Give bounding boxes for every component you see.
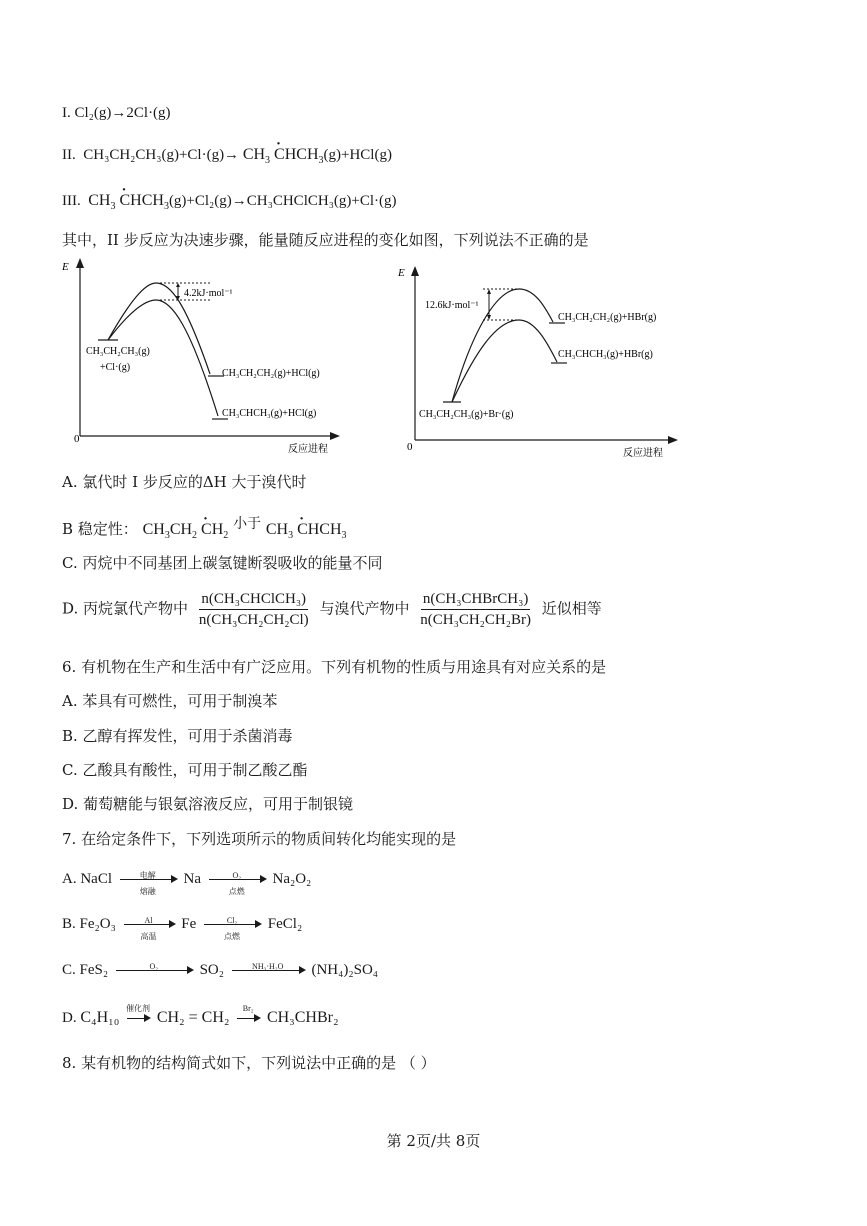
step-1 [62, 103, 171, 123]
step-1-label: I. [62, 105, 71, 121]
question-8-stem [62, 1053, 436, 1073]
option-7c [62, 960, 378, 981]
gap-arrow-up-icon [176, 283, 180, 287]
step-2 [62, 145, 392, 171]
arrow-7d-2-condition-top: Br₂ [242, 1003, 254, 1013]
option-5b-radical2: $CH_3$ · $CHCH_3$ [266, 521, 347, 538]
arrow-7c-1-condition-top: O₂ [149, 961, 159, 971]
y-axis-label: E [62, 261, 69, 273]
fraction-bromo-numerator: n(CH₃CHBrCH₃) [421, 589, 530, 610]
fraction-chloro [197, 589, 311, 630]
curve-lower [452, 320, 557, 402]
energy-gap-label: 4.2kJ·mol⁻¹ [184, 288, 233, 299]
arrow-right-icon [144, 1014, 151, 1022]
fraction-chloro-numerator: n(CH₃CHClCH₃) [199, 589, 308, 610]
arrow-7b-2-condition-bottom: 点燃 [224, 931, 241, 941]
option-7d-label: D. [62, 1010, 77, 1026]
gap-arrow-up-icon [487, 289, 491, 294]
arrow-7a-2-condition-bottom: 点燃 [228, 886, 245, 896]
curve-lower [108, 300, 218, 416]
option-7c-end: (NH₄)₂SO₄ [311, 962, 379, 978]
reactant-label-2: +Cl·(g) [100, 362, 131, 373]
option-5d-prefix: D. 丙烷氯代产物中 [62, 599, 189, 618]
arrow-right-icon [254, 1014, 261, 1022]
question-intro: 其中，II 步反应为决速步骤，能量随反应进程的变化如图，下列说法不正确的是 [62, 231, 589, 249]
x-axis-label: 反应进程 [623, 448, 663, 459]
arrow-7c-1 [114, 961, 194, 981]
option-5d [62, 589, 602, 630]
arrow-7d-1-condition-top: 催化剂 [126, 1003, 151, 1013]
step-1-equation: Cl₂(g)→2Cl·(g) [74, 105, 171, 121]
option-7b-mid: Fe [181, 916, 197, 932]
arrow-7d-2 [235, 1003, 261, 1029]
product-upper-label: CH₃CH₂CH₂(g)+HCl(g) [222, 368, 320, 379]
option-7d [62, 1003, 339, 1029]
answer-blank: （ ） [400, 1054, 436, 1072]
x-axis-label: 反应进程 [288, 444, 328, 455]
arrow-7d-1 [125, 1003, 151, 1029]
question-7-stem: 7. 在给定条件下，下列选项所示的物质间转化均能实现的是 [62, 830, 457, 848]
step-3-label: III. [62, 193, 81, 209]
option-7b-start: B. Fe₂O₃ [62, 916, 116, 932]
arrow-right-icon [299, 966, 306, 974]
x-axis-arrow-icon [668, 436, 678, 444]
option-5d-mid: 与溴代产物中 [319, 599, 410, 618]
option-7b [62, 914, 303, 941]
gap-arrow-down-icon [487, 315, 491, 320]
arrow-7a-2 [207, 870, 267, 896]
option-7a-end: Na₂O₂ [272, 871, 312, 887]
option-7d-mid: CH₂ = CH₂ [156, 1009, 230, 1026]
y-axis-arrow-icon [411, 266, 419, 276]
reactant-label: CH₃CH₂CH₃(g)+Br·(g) [419, 409, 514, 420]
arrow-7b-2-condition-top: Cl₂ [226, 915, 238, 925]
fraction-chloro-denominator: n(CH₃CH₂CH₂Cl) [198, 612, 309, 628]
page-footer: 第 2页/共 8页 [386, 1132, 481, 1150]
option-5b [62, 514, 347, 546]
arrow-7a-1-condition-bottom: 熔融 [139, 886, 156, 896]
origin-label: 0 [407, 441, 413, 453]
arrow-right-icon [187, 966, 194, 974]
step-3-right: (g)+Cl₂(g)→CH₃CHClCH₃(g)+Cl·(g) [168, 193, 397, 209]
energy-diagram-chlorination [60, 256, 350, 456]
step-3 [62, 191, 397, 217]
arrow-7a-1 [118, 870, 178, 896]
arrow-7b-2 [202, 915, 262, 941]
option-5b-prefix: B 稳定性： [62, 520, 138, 538]
step-2-label: II. [62, 147, 76, 163]
arrow-7b-1-condition-top: Al [144, 915, 153, 925]
option-7a [62, 869, 312, 896]
question-6-stem: 6. 有机物在生产和生活中有广泛应用。下列有机物的性质与用途具有对应关系的是 [62, 658, 607, 676]
option-7d-start: C₄H₁₀ [80, 1009, 120, 1026]
option-5a: A. 氯代时 I 步反应的ΔH 大于溴代时 [62, 473, 307, 491]
step-3-radical: $CH_3$ · $CHCH_3$ [88, 192, 169, 209]
product-lower-label: CH₃CHCH₃(g)+HCl(g) [222, 408, 317, 419]
option-7c-start: C. FeS₂ [62, 962, 109, 978]
reactant-label-1: CH₃CH₂CH₃(g) [86, 346, 150, 357]
origin-label: 0 [74, 433, 80, 445]
option-6a: A. 苯具有可燃性，可用于制溴苯 [62, 692, 278, 710]
option-7a-mid: Na [183, 871, 201, 887]
option-7b-end: FeCl₂ [267, 916, 303, 932]
fraction-bromo [418, 589, 533, 630]
y-axis-label: E [398, 267, 405, 279]
step-2-left: CH₃CH₂CH₃(g)+Cl·(g)→ [83, 147, 240, 163]
fraction-bromo-denominator: n(CH₃CH₂CH₂Br) [420, 612, 531, 628]
option-7d-end: CH₃CHBr₂ [266, 1009, 339, 1026]
y-axis-arrow-icon [76, 258, 84, 268]
option-6d: D. 葡萄糖能与银氨溶液反应，可用于制银镜 [62, 795, 354, 813]
energy-diagram-bromination [395, 262, 685, 462]
step-2-radical: $CH_3$ · $CHCH_3$ [243, 146, 324, 163]
arrow-7c-2 [230, 961, 306, 981]
arrow-7b-1 [122, 915, 176, 941]
product-lower-label: CH₃CHCH₃(g)+HBr(g) [558, 349, 653, 360]
product-upper-label: CH₃CH₂CH₂(g)+HBr(g) [558, 312, 657, 323]
option-6c: C. 乙酸具有酸性，可用于制乙酸乙酯 [62, 761, 308, 779]
arrow-7c-2-condition-top: NH₃·H₂O [252, 961, 284, 971]
arrow-7b-1-condition-bottom: 高温 [140, 931, 157, 941]
energy-gap-label: 12.6kJ·mol⁻¹ [425, 300, 479, 311]
option-7a-start: A. NaCl [62, 871, 112, 887]
option-5b-radical1: $CH_3CH_2 \cdot CH_2$ [143, 521, 229, 538]
option-5c: C. 丙烷中不同基团上碳氢键断裂吸收的能量不同 [62, 554, 383, 572]
arrow-7a-2-condition-top: O₂ [232, 870, 242, 880]
arrow-7a-1-condition-top: 电解 [139, 870, 156, 880]
question-8-text: 8. 某有机物的结构简式如下，下列说法中正确的是 [62, 1054, 397, 1072]
option-5d-suffix: 近似相等 [541, 599, 602, 618]
x-axis-arrow-icon [330, 432, 340, 440]
option-5b-mid: 小于 [233, 516, 262, 532]
option-7c-mid: SO₂ [199, 962, 224, 978]
step-2-right: (g)+HCl(g) [323, 147, 392, 163]
option-6b: B. 乙醇有挥发性，可用于杀菌消毒 [62, 727, 293, 745]
